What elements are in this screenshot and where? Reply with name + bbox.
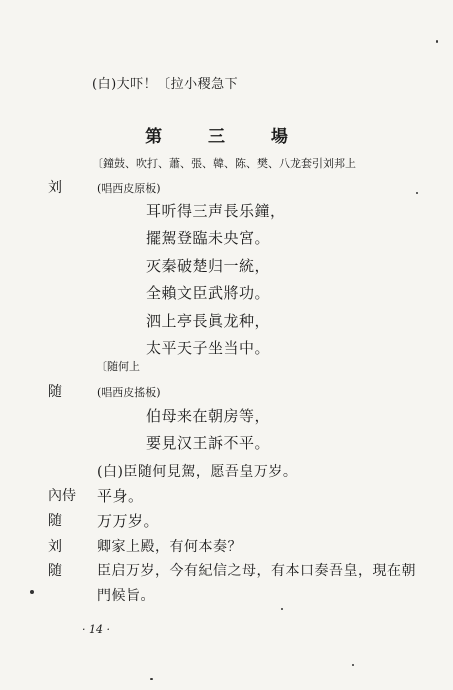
speaker-label: 刘	[48, 180, 62, 196]
aria-tag: (唱西皮搖板)	[97, 386, 161, 399]
scan-speck	[150, 678, 153, 680]
verse-line: 要見汉王訴不平。	[146, 434, 271, 452]
aria-tag: (唱西皮原板)	[97, 182, 161, 195]
stage-direction: 〔鐘鼓、吹打、蕭、張、韓、陈、樊、八龙套引刘邦上	[92, 157, 356, 170]
dialogue-line: 万万岁。	[97, 512, 160, 530]
spoken-line: (白)臣随何見駕，愿吾皇万岁。	[97, 464, 298, 480]
verse-line: 太平天子坐当中。	[146, 339, 271, 357]
verse-line: 灭秦破楚归一統，	[146, 257, 271, 275]
speaker-label: 随	[48, 513, 62, 529]
speaker-label: 随	[48, 563, 62, 579]
stage-direction: 〔随何上	[96, 360, 140, 373]
verse-line: 耳听得三声長乐鐘，	[146, 202, 286, 220]
verse-line: 伯母来在朝房等，	[146, 407, 271, 425]
speaker-label: 內侍	[48, 488, 76, 504]
dialogue-line: 卿家上殿，有何本奏？	[97, 539, 242, 555]
verse-line: 全賴文臣武將功。	[146, 284, 271, 302]
scan-speck	[281, 608, 283, 610]
opening-aside: (白)大吓！〔拉小稷急下	[92, 77, 239, 92]
scene-title: 第 三 場	[145, 127, 308, 147]
dialogue-line: 門候旨。	[97, 588, 155, 604]
scan-speck	[416, 192, 418, 194]
verse-line: 擺駕登臨未央宮。	[146, 229, 271, 247]
scan-speck	[352, 664, 354, 666]
speaker-label: 刘	[48, 539, 62, 555]
scan-speck	[436, 40, 438, 43]
verse-line: 泗上亭長眞龙种，	[146, 312, 271, 330]
dialogue-line: 臣启万岁，今有紀信之母，有本口奏吾皇，現在朝	[97, 563, 416, 579]
page-number: · 14 ·	[82, 623, 110, 636]
speaker-label: 随	[48, 384, 62, 400]
dialogue-line: 平身。	[97, 487, 144, 505]
scan-speck	[30, 590, 34, 594]
